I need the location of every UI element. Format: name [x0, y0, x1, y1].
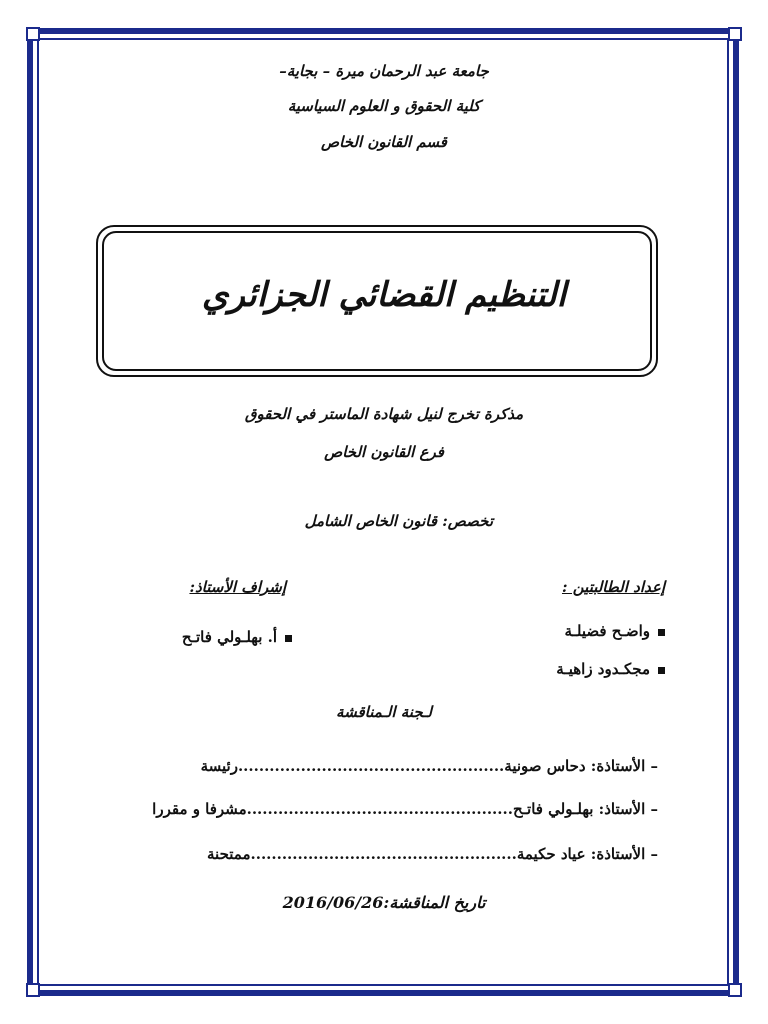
corner-ornament: [728, 983, 742, 997]
corner-ornament: [26, 983, 40, 997]
department-name: قسم القانون الخاص: [321, 133, 447, 151]
student-name: واضـح فضيلـة: [564, 622, 665, 640]
defense-date: تاريخ المناقشة:2016/06/26: [282, 893, 486, 912]
faculty-name: كلية الحقوق و العلوم السياسية: [287, 97, 481, 115]
student-name: مجكـدود زاهيـة: [556, 660, 665, 678]
thesis-title: التنظيم القضائي الجزائري: [201, 275, 567, 315]
thesis-specialty: تخصص: قانون الخاص الشامل: [304, 512, 493, 530]
bullet-icon: [285, 635, 292, 642]
committee-member: – الأستاذة: دحاس صونية...................................................رئيسة: [200, 757, 658, 775]
thesis-degree: مذكرة تخرج لنيل شهادة الماستر في الحقوق: [244, 405, 524, 423]
bullet-icon: [658, 667, 665, 674]
supervisor-name: أ. بهلـولي فاتـح: [182, 628, 292, 646]
corner-ornament: [26, 27, 40, 41]
committee-heading: لـجنة الـمناقشة: [336, 703, 432, 721]
bullet-icon: [658, 629, 665, 636]
supervisor-heading: إشراف الأستاذ:: [189, 578, 286, 596]
university-name: جامعة عبد الرحمان ميرة – بجاية–: [279, 62, 489, 80]
students-heading: إعداد الطالبتين :: [561, 578, 665, 596]
committee-member: – الأستاذ: بهلـولي فاتـح...................................................مشرفا و مقررا: [152, 800, 658, 818]
thesis-branch: فرع القانون الخاص: [324, 443, 444, 461]
corner-ornament: [728, 27, 742, 41]
committee-member: – الأستاذة: عياد حكيمة...................................................ممتحنة: [207, 845, 658, 863]
